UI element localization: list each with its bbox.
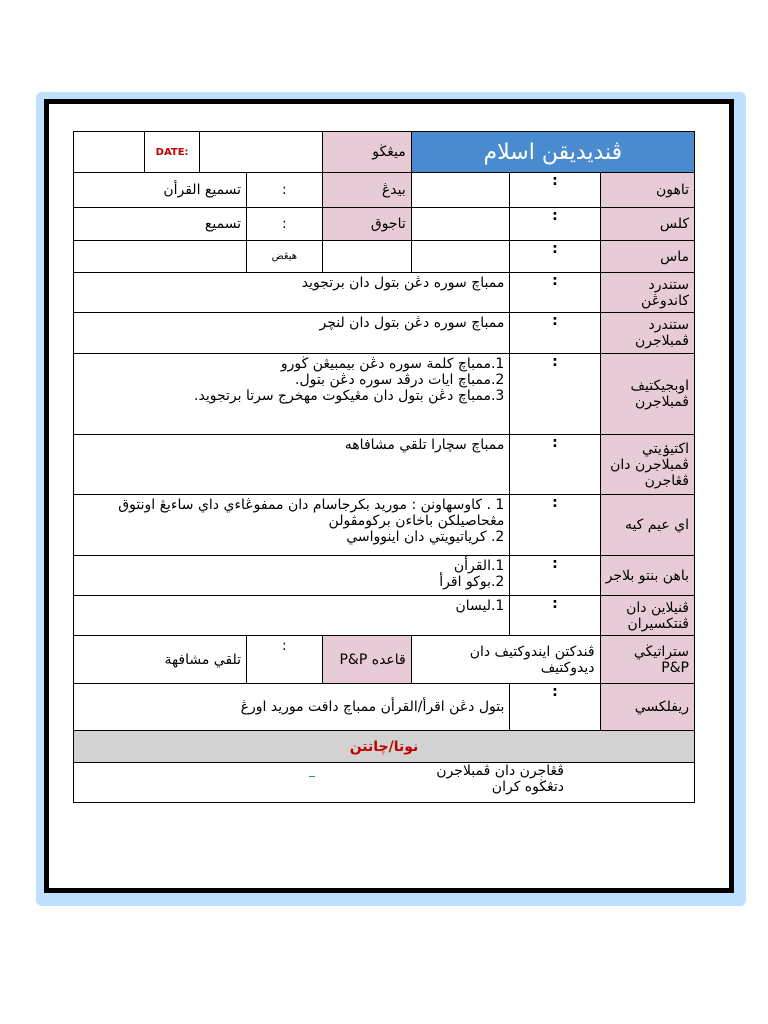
tajuk-value: تسميع: [74, 208, 247, 241]
bbm-colon: :: [510, 556, 600, 596]
date-value-cell[interactable]: [199, 132, 322, 173]
kaedah-colon: :: [247, 636, 323, 684]
objektif-line-3: 3.ممباچ دڠن بتول دان مڠيكوت مهخرج سرتا برتجويد.: [194, 388, 505, 404]
masa-value[interactable]: [411, 241, 510, 273]
penilaian-colon: :: [510, 596, 600, 636]
aktiviti-value: ممباچ سچارا تلقي مشافاهه: [74, 435, 510, 495]
bidang-value: تسميع القرأن: [74, 173, 247, 208]
emk-value: [74, 495, 510, 556]
objektif-colon: :: [510, 354, 600, 435]
masa-colon: :: [510, 241, 600, 273]
hyperlink-underline-mark: [309, 776, 315, 777]
bidang-colon: :: [247, 173, 323, 208]
refleksi-label: ريفلكسي: [600, 684, 694, 731]
row-masa: [74, 241, 695, 273]
aktiviti-label: اكتيۏيتي ڤمبلاجرن دان ڤڠاجرن: [600, 435, 694, 495]
date-label: DATE:: [145, 132, 200, 173]
notes-title: نوتا/چاتتن: [74, 731, 695, 763]
kaedah-label: قاعده P&P: [322, 636, 411, 684]
strategi-label: ستراتيڬي P&P: [600, 636, 694, 684]
kaedah-value: تلقي مشافهة: [74, 636, 247, 684]
page-title: ڤنديديقن اسلام: [411, 132, 694, 173]
row-bbm: [74, 556, 695, 596]
header-row: [74, 132, 695, 173]
row-sp: [74, 313, 695, 354]
aktiviti-colon: :: [510, 435, 600, 495]
penilaian-label: ڤنيلاين دان ڤنتكسيران: [600, 596, 694, 636]
header-empty-cell: [74, 132, 145, 173]
objektif-line-1: 1.ممباچ كلمة سوره دڠن بيمبيڠن ڬورو: [280, 356, 505, 372]
bbm-label: باهن بنتو بلاجر: [600, 556, 694, 596]
row-objektif: [74, 354, 695, 435]
row-kelas: [74, 208, 695, 241]
tahun-colon: :: [510, 173, 600, 208]
sp-label: ستندرد ڤمبلاجرن: [600, 313, 694, 354]
emk-line-2: 2. كرياتيويتي دان اينوواسي: [346, 529, 505, 545]
kelas-value[interactable]: [411, 208, 510, 241]
sp-colon: :: [510, 313, 600, 354]
emk-line-1: 1 . كاوسهاونن : موريد بكرجاسام دان ممفوڠاءي داي ساءيڠ اونتوق مڠحاصيلكن باخاءن بركومڤولن: [118, 497, 505, 529]
tahun-label: تاهون: [600, 173, 694, 208]
emk-label: اي عيم كيه: [600, 495, 694, 556]
row-penilaian: [74, 596, 695, 636]
notes-body: [74, 763, 695, 803]
penilaian-value: 1.ليسان: [74, 596, 510, 636]
bidang-label: بيدڠ: [322, 173, 411, 208]
strategi-value: ڤندكتن ايندوكتيف دان ديدوكتيف: [411, 636, 600, 684]
row-refleksi: [74, 684, 695, 731]
row-tahun: [74, 173, 695, 208]
tajuk-label: تاجوق: [322, 208, 411, 241]
refleksi-value: بتول دڠن اقرأ/القرأن ممباچ دافت موريد اورڠ: [74, 684, 510, 731]
row-emk: [74, 495, 695, 556]
row-aktiviti: [74, 435, 695, 495]
bbm-value: [74, 556, 510, 596]
kelas-colon: :: [510, 208, 600, 241]
sk-label: ستندرد كاندوڠن: [600, 273, 694, 313]
kelas-label: كلس: [600, 208, 694, 241]
sk-colon: :: [510, 273, 600, 313]
masa-empty-2: [322, 241, 411, 273]
hari-value: هيڠض: [247, 241, 323, 273]
minggu-label: ميڠڬو: [322, 132, 411, 173]
sp-value: ممباچ سوره دڠن بتول دان لنچر: [74, 313, 510, 354]
emk-colon: :: [510, 495, 600, 556]
refleksi-colon: :: [510, 684, 600, 731]
objektif-line-2: 2.ممباچ ايات درڤد سوره دڠن بتول.: [295, 372, 505, 388]
bbm-line-1: 1.القرأن: [453, 558, 505, 574]
bbm-line-2: 2.بوكو اقرأ: [439, 574, 505, 590]
row-sk: [74, 273, 695, 313]
notes-line-1: ڤڠاجرن دان ڤمبلاجرن: [436, 763, 564, 779]
notes-line-2: دتڠڬوه كران: [491, 779, 564, 795]
objektif-value: [74, 354, 510, 435]
objektif-label: اوبجيكتيف ڤمبلاجرن: [600, 354, 694, 435]
tajuk-colon: :: [247, 208, 323, 241]
masa-empty-1: [74, 241, 247, 273]
sk-value: ممباچ سوره دڠن بتول دان برتجويد: [74, 273, 510, 313]
lesson-plan-table: [73, 131, 695, 803]
tahun-value[interactable]: [411, 173, 510, 208]
row-notes-title: [74, 731, 695, 763]
row-notes-body: [74, 763, 695, 803]
row-strategi: [74, 636, 695, 684]
masa-label: ماس: [600, 241, 694, 273]
